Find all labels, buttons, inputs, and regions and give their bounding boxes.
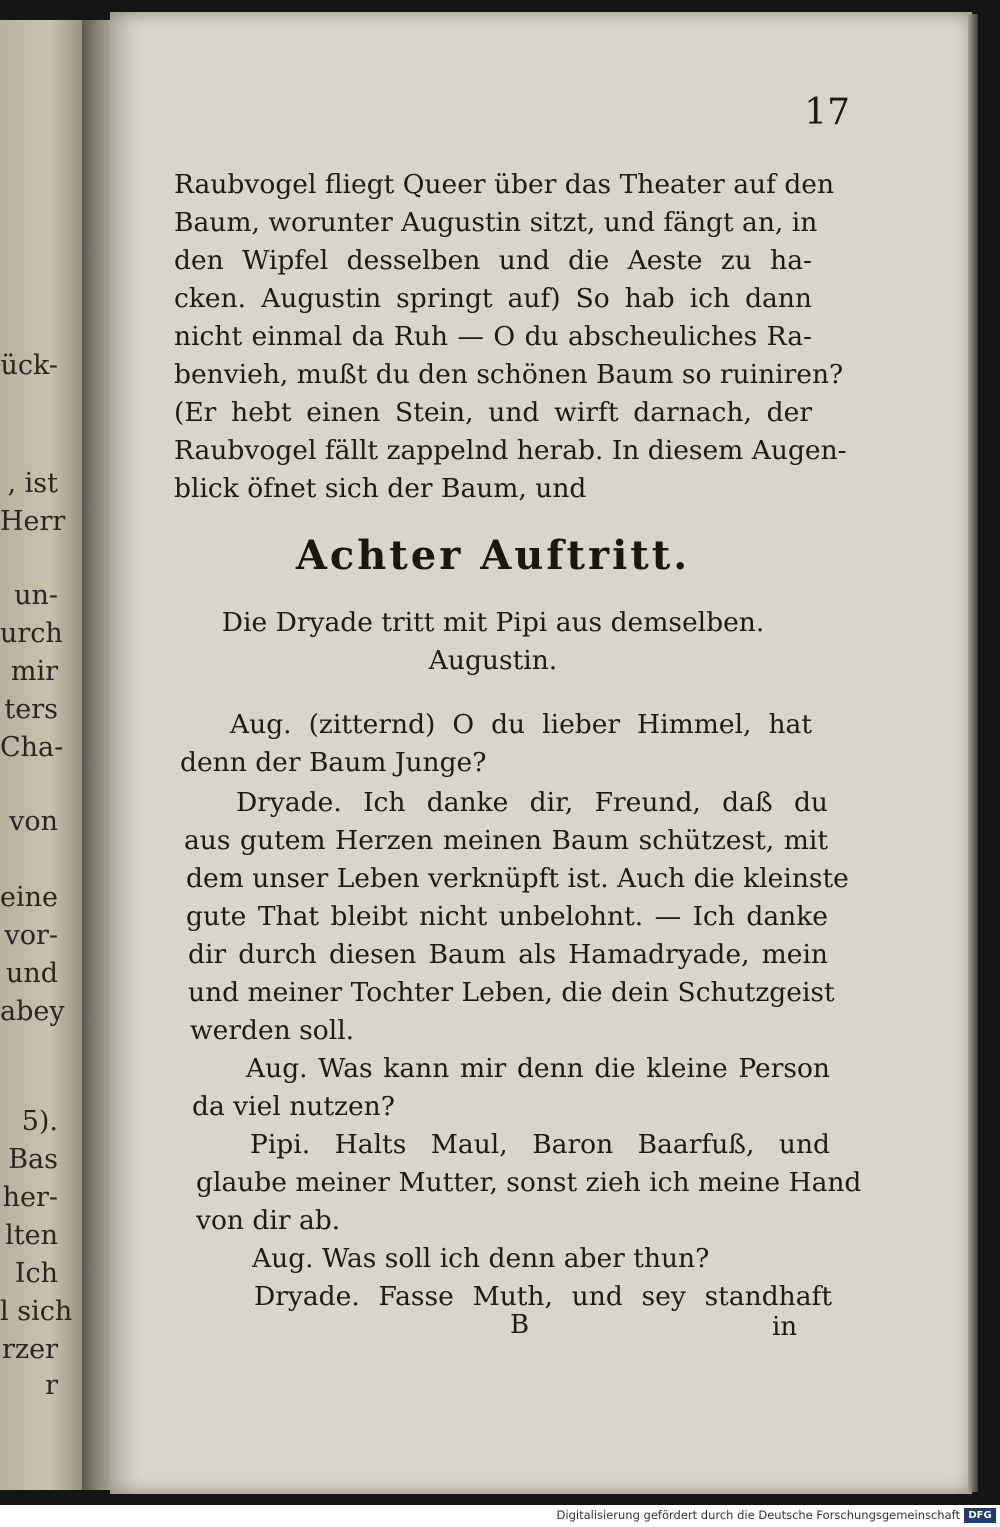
left-fragment: und [5, 958, 58, 989]
dfg-logo: DFG [964, 1508, 996, 1523]
body-line: Raubvogel fliegt Queer über das Theater auf den [174, 169, 835, 200]
dialogue-line: Dryade. Fasse Muth, und sey standhaft [254, 1281, 832, 1312]
left-fragment: Herr [0, 506, 66, 537]
body-line: benvieh, mußt du den schönen Baum so ruiniren? [174, 359, 844, 390]
dialogue-line: werden soll. [190, 1015, 355, 1046]
left-fragment: vor- [4, 920, 58, 951]
left-fragment: Bas [8, 1144, 58, 1175]
left-fragment: urch [0, 618, 63, 649]
dialogue-line: aus gutem Herzen meinen Baum schützest, mit [184, 825, 828, 856]
dialogue-line: Aug. Was soll ich denn aber thun? [252, 1243, 710, 1274]
left-fragment: abey [0, 996, 65, 1027]
left-fragment: lten [5, 1220, 58, 1251]
left-fragment: mir [10, 656, 58, 687]
left-fragment: r [45, 1370, 58, 1401]
page-number: 17 [804, 92, 850, 133]
page-edge-shadow [968, 14, 978, 1492]
dialogue-line: dir durch diesen Baum als Hamadryade, mein [188, 939, 828, 970]
left-fragment: l sich [0, 1296, 73, 1327]
dialogue-line: dem unser Leben verknüpft ist. Auch die kleinste [186, 863, 849, 894]
dialogue-line: gute That bleibt nicht unbelohnt. — Ich danke [186, 901, 828, 932]
body-line: Baum, worunter Augustin sitzt, und fängt an, in [174, 207, 818, 238]
left-page-edge [0, 20, 82, 1490]
left-fragment: Cha- [0, 732, 64, 763]
dialogue-line: Pipi. Halts Maul, Baron Baarfuß, und [250, 1129, 830, 1160]
body-line: nicht einmal da Ruh — O du abscheuliches Ra- [174, 321, 812, 352]
dialogue-line: da viel nutzen? [192, 1091, 395, 1122]
left-fragment: 5). [21, 1106, 58, 1137]
body-line: (Er hebt einen Stein, und wirft darnach, der [174, 397, 812, 428]
left-fragment: Ich [14, 1258, 58, 1289]
catchword: in [772, 1312, 798, 1342]
left-fragment: , ist [7, 468, 58, 499]
scene-heading: Achter Auftritt. [295, 532, 691, 579]
body-line: Raubvogel fällt zappelnd herab. In diesem Augen- [174, 435, 847, 466]
dialogue-line: Dryade. Ich danke dir, Freund, daß du [236, 787, 828, 818]
dialogue-line: Aug. (zitternd) O du lieber Himmel, hat [230, 709, 812, 740]
body-line: blick öfnet sich der Baum, und [174, 473, 587, 504]
left-fragment: eine [0, 882, 58, 913]
dialogue-line: und meiner Tochter Leben, die dein Schutzgeist [188, 977, 835, 1008]
dialogue-line: glaube meiner Mutter, sonst zieh ich meine Hand [196, 1167, 862, 1198]
dialogue-line: Aug. Was kann mir denn die kleine Person [246, 1053, 830, 1084]
body-line: cken. Augustin springt auf) So hab ich dann [174, 283, 812, 314]
dialogue-line: von dir ab. [196, 1205, 341, 1236]
footer-credit: Digitalisierung gefördert durch die Deutsche Forschungsgemeinschaft [556, 1508, 960, 1522]
stage-direction: Die Dryade tritt mit Pipi aus demselben. [221, 607, 765, 638]
left-fragment: un- [14, 580, 58, 611]
dialogue-line: denn der Baum Junge? [180, 747, 487, 778]
footer-bar [0, 1505, 1000, 1527]
body-line: den Wipfel desselben und die Aeste zu ha- [174, 245, 812, 276]
left-fragment: von [9, 806, 58, 837]
left-fragment: rzer [1, 1334, 58, 1365]
left-fragment: ück- [0, 350, 58, 381]
left-fragment: ters [4, 694, 58, 725]
left-fragment: her- [2, 1182, 58, 1213]
signature-mark: B [510, 1310, 530, 1340]
stage-direction: Augustin. [428, 645, 558, 676]
